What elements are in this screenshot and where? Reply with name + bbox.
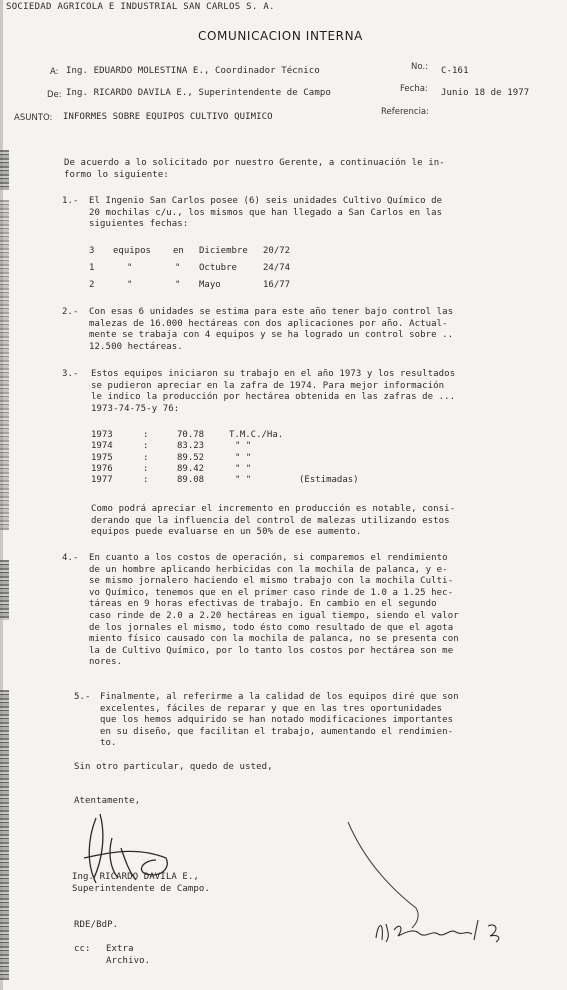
yield-sep: :	[143, 463, 149, 474]
yield-table	[91, 430, 359, 486]
arrival-prep: "	[175, 279, 181, 290]
yield-note	[299, 453, 359, 464]
text-line: siguientes fechas:	[89, 219, 189, 230]
date-label: Fecha:	[400, 84, 428, 94]
yield-row	[91, 475, 359, 486]
yield-sep: :	[143, 441, 149, 452]
text-line: miento físico causado con la mochila de palanca, no se presenta con	[89, 634, 459, 645]
intro-line: De acuerdo a lo solicitado por nuestro Gerente, a continuación le in-	[64, 158, 445, 168]
yield-year: 1974	[91, 441, 113, 452]
scan-edge-mark	[0, 560, 9, 620]
scan-edge-mark	[0, 690, 9, 980]
item-3-closing	[91, 504, 455, 539]
arrival-date: 24/74	[263, 262, 291, 273]
yield-note	[299, 441, 359, 452]
signatory-name: Ing. RICARDO DAVILA E.,	[72, 872, 199, 882]
memo-title: COMUNICACION INTERNA	[198, 29, 363, 43]
yield-note	[299, 464, 359, 475]
regards: Atentamente,	[74, 796, 141, 806]
arrival-unit: "	[127, 262, 133, 273]
to-label: A:	[50, 67, 59, 77]
yield-unit: " "	[235, 452, 252, 463]
yield-unit: T.M.C./Ha.	[229, 430, 284, 440]
cc-item: Archivo.	[106, 956, 151, 966]
arrival-date: 16/77	[263, 279, 291, 290]
text-line: equipos puede evaluarse en un 50% de ese aumento.	[91, 527, 362, 538]
text-line: se pudieron apreciar en la zafra de 1974. Para mejor información	[91, 380, 445, 391]
yield-sep: :	[143, 475, 149, 486]
arrival-unit: "	[127, 279, 133, 290]
text-line: le indico la producción por hectárea obtenida en las zafras de ...	[91, 392, 456, 403]
yield-value: 89.52	[177, 452, 205, 463]
yield-value: 83.23	[177, 441, 205, 452]
text-line: Finalmente, al referirme a la calidad de los equipos diré que son	[100, 692, 459, 702]
text-line: de los jornales el mismo, todo ésto como resultado de que el agota	[89, 622, 454, 633]
text-line: to.	[100, 738, 117, 749]
yield-row	[91, 464, 359, 475]
text-line: caso rinde de 2.0 a 2.20 hectáreas en igual tiempo, siendo el valor	[89, 610, 459, 621]
scan-edge-mark	[0, 150, 9, 190]
item-number: 5.-	[74, 692, 91, 702]
item-number: 3.-	[62, 369, 79, 379]
text-line: vo Químico, tenemos que en el primer caso rinde de 1.0 a 1.25 hec-	[89, 587, 454, 598]
yield-sep: :	[143, 452, 149, 463]
text-line: nores.	[89, 657, 123, 668]
scan-edge-mark	[0, 200, 9, 530]
text-line: se mismo jornalero haciendo el mismo trabajo con la mochila Culti-	[89, 576, 454, 587]
yield-unit: " "	[235, 475, 252, 486]
yield-year: 1973	[91, 430, 113, 440]
text-line: derando que la influencia del control de malezas utilizando estos	[91, 515, 450, 526]
yield-note: (Estimadas)	[299, 475, 359, 486]
yield-year: 1977	[91, 475, 113, 486]
initials-ref: RDE/BdP.	[74, 920, 119, 930]
arrival-prep: en	[173, 245, 184, 256]
text-line: en su diseño, que facilitan el trabajo, aumentando el rendimien-	[100, 726, 454, 737]
text-line: Como podrá apreciar el incremento en producción es notable, consi-	[91, 504, 456, 514]
company-name: SOCIEDAD AGRICOLA E INDUSTRIAL SAN CARLOS S. A.	[6, 2, 275, 12]
text-line: excelentes, fáciles de reparar y que en las tres oportunidades	[100, 703, 443, 714]
number-value: C-161	[441, 66, 469, 76]
cc-label: cc:	[74, 944, 91, 954]
item-number: 4.-	[62, 553, 79, 563]
text-line: 12.500 hectáreas.	[89, 341, 183, 352]
arrival-month: Octubre	[199, 262, 237, 273]
from-label: De:	[47, 90, 62, 100]
yield-unit: " "	[235, 441, 252, 452]
text-line: Estos equipos iniciaron su trabajo en el año 1973 y los resultados	[91, 369, 456, 379]
yield-unit: " "	[235, 463, 252, 474]
yield-value: 70.78	[177, 430, 205, 440]
text-line: Con esas 6 unidades se estima para este año tener bajo control las	[89, 307, 454, 317]
text-line: de un hombre aplicando herbicidas con la mochila de palanca, y e-	[89, 564, 448, 575]
arrivals-table	[89, 243, 290, 294]
yield-row	[91, 430, 359, 441]
text-line: la de Cultivo Químico, por lo tanto los costos por hectárea son me	[89, 645, 454, 656]
arrival-month: Mayo	[199, 279, 221, 290]
yield-sep: :	[143, 430, 149, 440]
cc-item: Extra	[106, 944, 134, 954]
text-line: El Ingenio San Carlos posee (6) seis unidades Cultivo Químico de	[89, 196, 443, 206]
item-5-text	[100, 692, 459, 750]
yield-year: 1975	[91, 452, 113, 463]
yield-note	[299, 430, 359, 441]
intro-line: formo lo siguiente:	[64, 169, 169, 180]
item-number: 2.-	[62, 307, 79, 317]
text-line: malezas de 16.000 hectáreas con dos aplicaciones por año. Actual-	[89, 318, 448, 329]
arrival-row	[89, 243, 290, 260]
arrival-row	[89, 260, 290, 277]
subject-value: INFORMES SOBRE EQUIPOS CULTIVO QUIMICO	[63, 112, 273, 122]
signatory-position: Superintendente de Campo.	[72, 884, 210, 894]
arrival-qty: 1	[89, 262, 95, 273]
closing-line: Sin otro particular, quedo de usted,	[74, 762, 273, 772]
yield-value: 89.42	[177, 463, 205, 474]
item-4-text	[89, 553, 459, 669]
initials-handwritten	[370, 910, 510, 950]
yield-year: 1976	[91, 463, 113, 474]
item-3-text	[91, 369, 455, 415]
arrival-prep: "	[175, 262, 181, 273]
date-value: Junio 18 de 1977	[441, 88, 530, 98]
arrival-month: Diciembre	[199, 245, 248, 256]
reference-label: Referencia:	[381, 107, 430, 117]
arrival-qty: 3	[89, 245, 95, 256]
arrival-unit: equipos	[113, 245, 151, 256]
yield-value: 89.08	[177, 475, 205, 486]
yield-row	[91, 441, 359, 452]
item-number: 1.-	[62, 196, 79, 206]
yield-row	[91, 453, 359, 464]
text-line: 1973-74-75-y 76:	[91, 403, 180, 414]
item-1-text	[89, 196, 442, 231]
arrival-date: 20/72	[263, 245, 291, 256]
text-line: mente se trabaja con 4 equipos y se ha logrado un control sobre ..	[89, 330, 454, 341]
from-value: Ing. RICARDO DAVILA E., Superintendente de Campo	[66, 88, 331, 98]
text-line: En cuanto a los costos de operación, si comparemos el rendimiento	[89, 553, 448, 563]
number-label: No.:	[411, 62, 428, 72]
text-line: táreas en 9 horas efectivas de trabajo. En cambio en el segundo	[89, 599, 437, 610]
text-line: que los hemos adquirido se han notado modificaciones importantes	[100, 715, 454, 726]
to-value: Ing. EDUARDO MOLESTINA E., Coordinador Técnico	[66, 66, 320, 76]
arrival-qty: 2	[89, 279, 95, 290]
item-2-text	[89, 307, 453, 353]
subject-label: ASUNTO:	[14, 113, 53, 123]
arrival-row	[89, 277, 290, 294]
intro-paragraph	[64, 158, 445, 181]
text-line: 20 mochilas c/u., los mismos que han llegado a San Carlos en las	[89, 207, 443, 218]
